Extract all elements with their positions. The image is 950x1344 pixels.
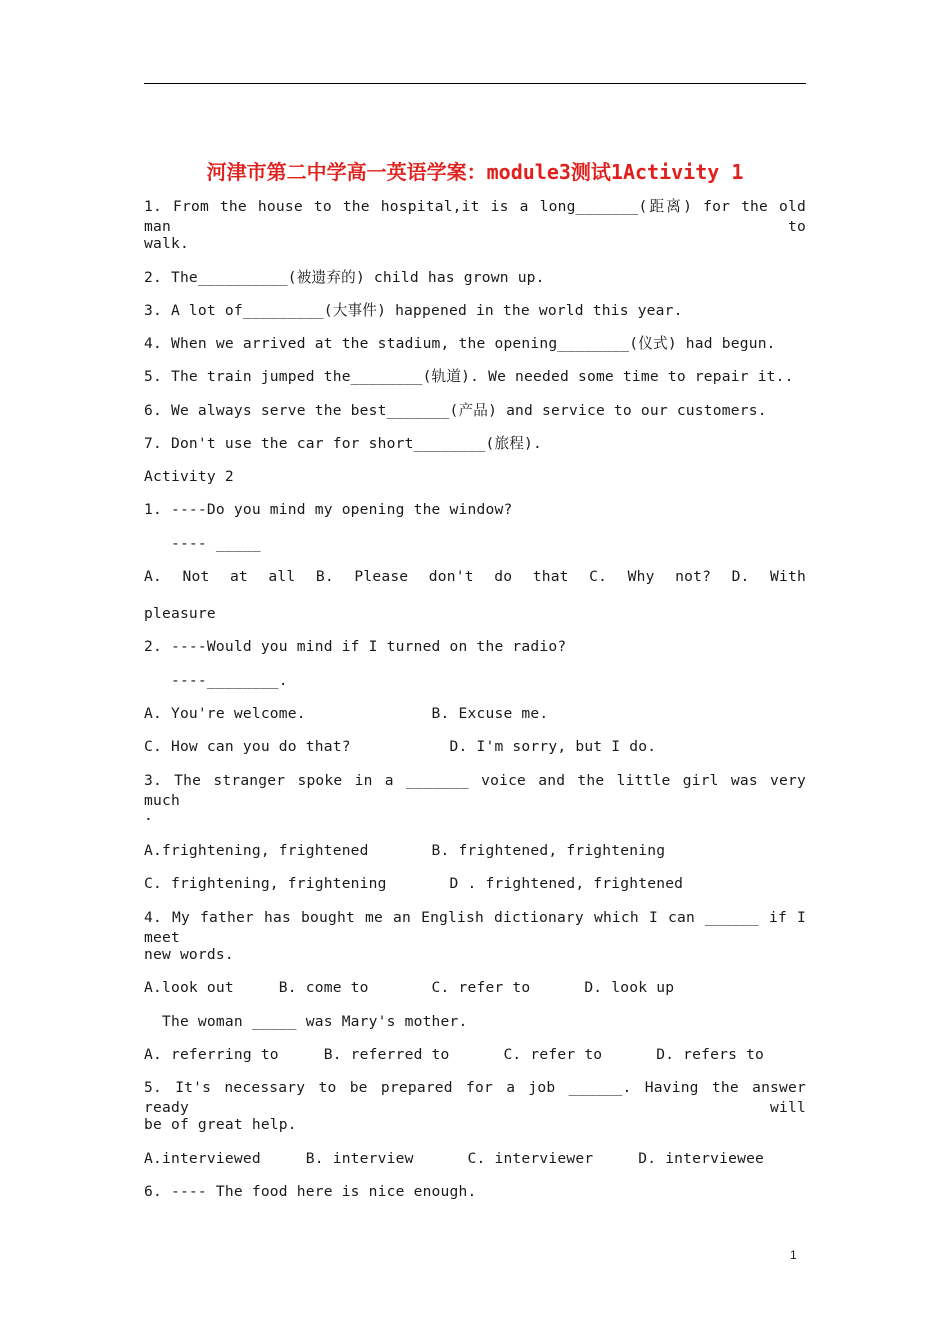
- text-line: C. How can you do that? D. I'm sorry, but I do.: [144, 738, 657, 755]
- text-line: ---- _____: [144, 535, 261, 552]
- text-line: ----________.: [144, 672, 288, 689]
- text-line: 4. My father has bought me an English dictionary which I can ______ if I meet: [144, 909, 806, 946]
- text-line: new words.: [144, 946, 234, 963]
- text-line: .: [144, 807, 153, 824]
- text-line: 3. A lot of_________(大事件) happened in the world this year.: [144, 302, 683, 319]
- text-line: walk.: [144, 235, 189, 252]
- text-line: 6. We always serve the best_______(产品) and service to our customers.: [144, 402, 767, 419]
- text-line: 4. When we arrived at the stadium, the opening________(仪式) had begun.: [144, 335, 776, 352]
- text-line: 2. ----Would you mind if I turned on the radio?: [144, 638, 567, 655]
- section-heading: Activity 2: [144, 468, 234, 485]
- text-line: 1. From the house to the hospital,it is a long_______(距离) for the old man to: [144, 198, 806, 235]
- text-line: 1. ----Do you mind my opening the window?: [144, 501, 513, 518]
- text-line: A.frightening, frightened B. frightened, frightening: [144, 842, 666, 859]
- header-rule: [144, 83, 806, 84]
- text-line: 3. The stranger spoke in a _______ voice and the little girl was very much: [144, 772, 806, 809]
- text-line: A. You're welcome. B. Excuse me.: [144, 705, 549, 722]
- text-line: 6. ---- The food here is nice enough.: [144, 1183, 477, 1200]
- text-line: be of great help.: [144, 1116, 297, 1133]
- text-line: 5. It's necessary to be prepared for a job ______. Having the answer ready will: [144, 1079, 806, 1116]
- page-title: 河津市第二中学高一英语学案：module3测试1Activity 1: [206, 160, 744, 184]
- text-line: A. referring to B. referred to C. refer to D. refers to: [144, 1046, 765, 1063]
- text-line: A. Not at all B. Please don't do that C. Why not? D. With: [144, 568, 806, 585]
- text-line: pleasure: [144, 605, 216, 622]
- text-line: 2. The__________(被遗弃的) child has grown up.: [144, 269, 545, 286]
- page-number: 1: [790, 1248, 797, 1262]
- text-line: C. frightening, frightening D . frightened, frightened: [144, 875, 684, 892]
- text-line: A.interviewed B. interview C. interviewer D. interviewee: [144, 1150, 765, 1167]
- text-line: 5. The train jumped the________(轨道). We needed some time to repair it..: [144, 368, 794, 385]
- text-line: A.look out B. come to C. refer to D. look up: [144, 979, 675, 996]
- text-line: 7. Don't use the car for short________(旅程).: [144, 435, 543, 452]
- text-line: The woman _____ was Mary's mother.: [144, 1013, 468, 1030]
